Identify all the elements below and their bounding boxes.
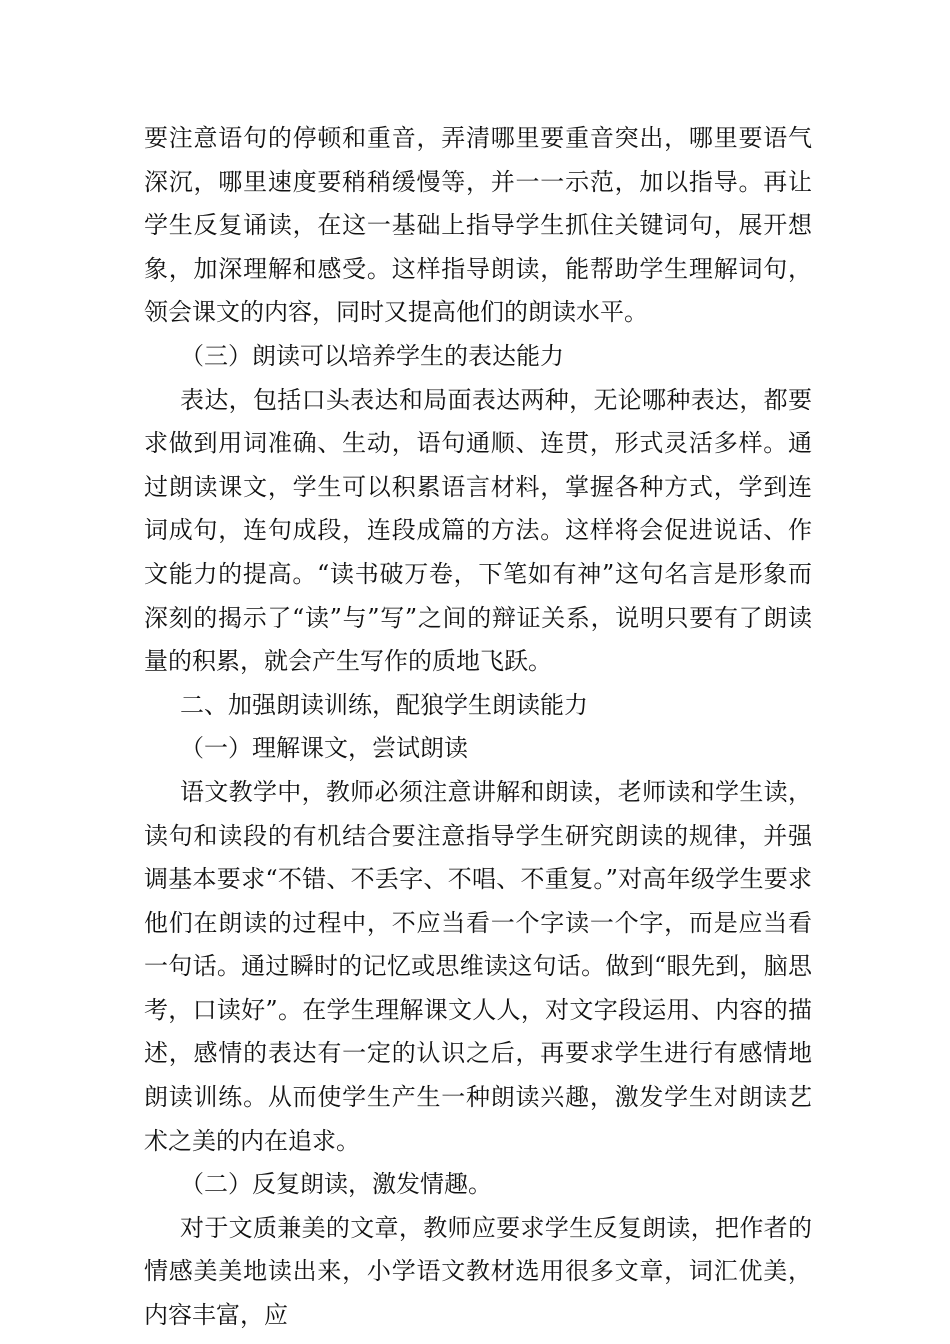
chapter-heading-two: 二、加强朗读训练，配狼学生朗读能力 [180,690,588,719]
paragraph-expression: 表达，包括口头表达和局面表达两种，无论哪种表达，都要求做到用词准确、生动，语句通顺、连贯，形式灵活多样。通过朗读课文，学生可以积累语言材料，掌握各种方式，学到连词成句，连句成段，连段成篇的方法。这样将会促进说话、作文能力的提高。“读书破万卷，下笔如有神”这句名言是形象而深刻的揭示了“读”与”写”之间的辩证关系，说明只要有了朗读量的积累，就会产生写作的质地飞跃。 [144,385,812,676]
document-body [144,117,812,1338]
paragraph-continuation: 要注意语句的停顿和重音，弄清哪里要重音突出，哪里要语气深沉，哪里速度要稍稍缓慢等，并一一示范，加以指导。再让学生反复诵读，在这一基础上指导学生抓住关键词句，展开想象，加深理解和感受。这样指导朗读，能帮助学生理解词句，领会课文的内容，同时又提高他们的朗读水平。 [144,124,812,327]
paragraph-repeated-reading: 对于文质兼美的文章，教师应要求学生反复朗读，把作者的情感美美地读出来，小学语文教材选用很多文章，词汇优美，内容丰富，应 [144,1213,812,1330]
section-heading-three: （三）朗读可以培养学生的表达能力 [180,341,564,370]
section-heading-one: （一）理解课文，尝试朗读 [180,734,468,763]
paragraph-teaching: 语文教学中，教师必须注意讲解和朗读，老师读和学生读，读句和读段的有机结合要注意指导学生研究朗读的规律，并强调基本要求“不错、不丢字、不唱、不重复。”对高年级学生要求他们在朗读的过程中，不应当看一个字读一个字，而是应当看一句话。通过瞬时的记忆或思维读这句话。做到“眼先到，脑思考，口读好”。在学生理解课文人人，对文字段运用、内容的描述，感情的表达有一定的认识之后，再要求学生进行有感情地朗读训练。从而使学生产生一种朗读兴趣，激发学生对朗读艺术之美的内在追求。 [144,777,812,1155]
section-heading-two: （二）反复朗读，激发情趣。 [180,1170,492,1199]
